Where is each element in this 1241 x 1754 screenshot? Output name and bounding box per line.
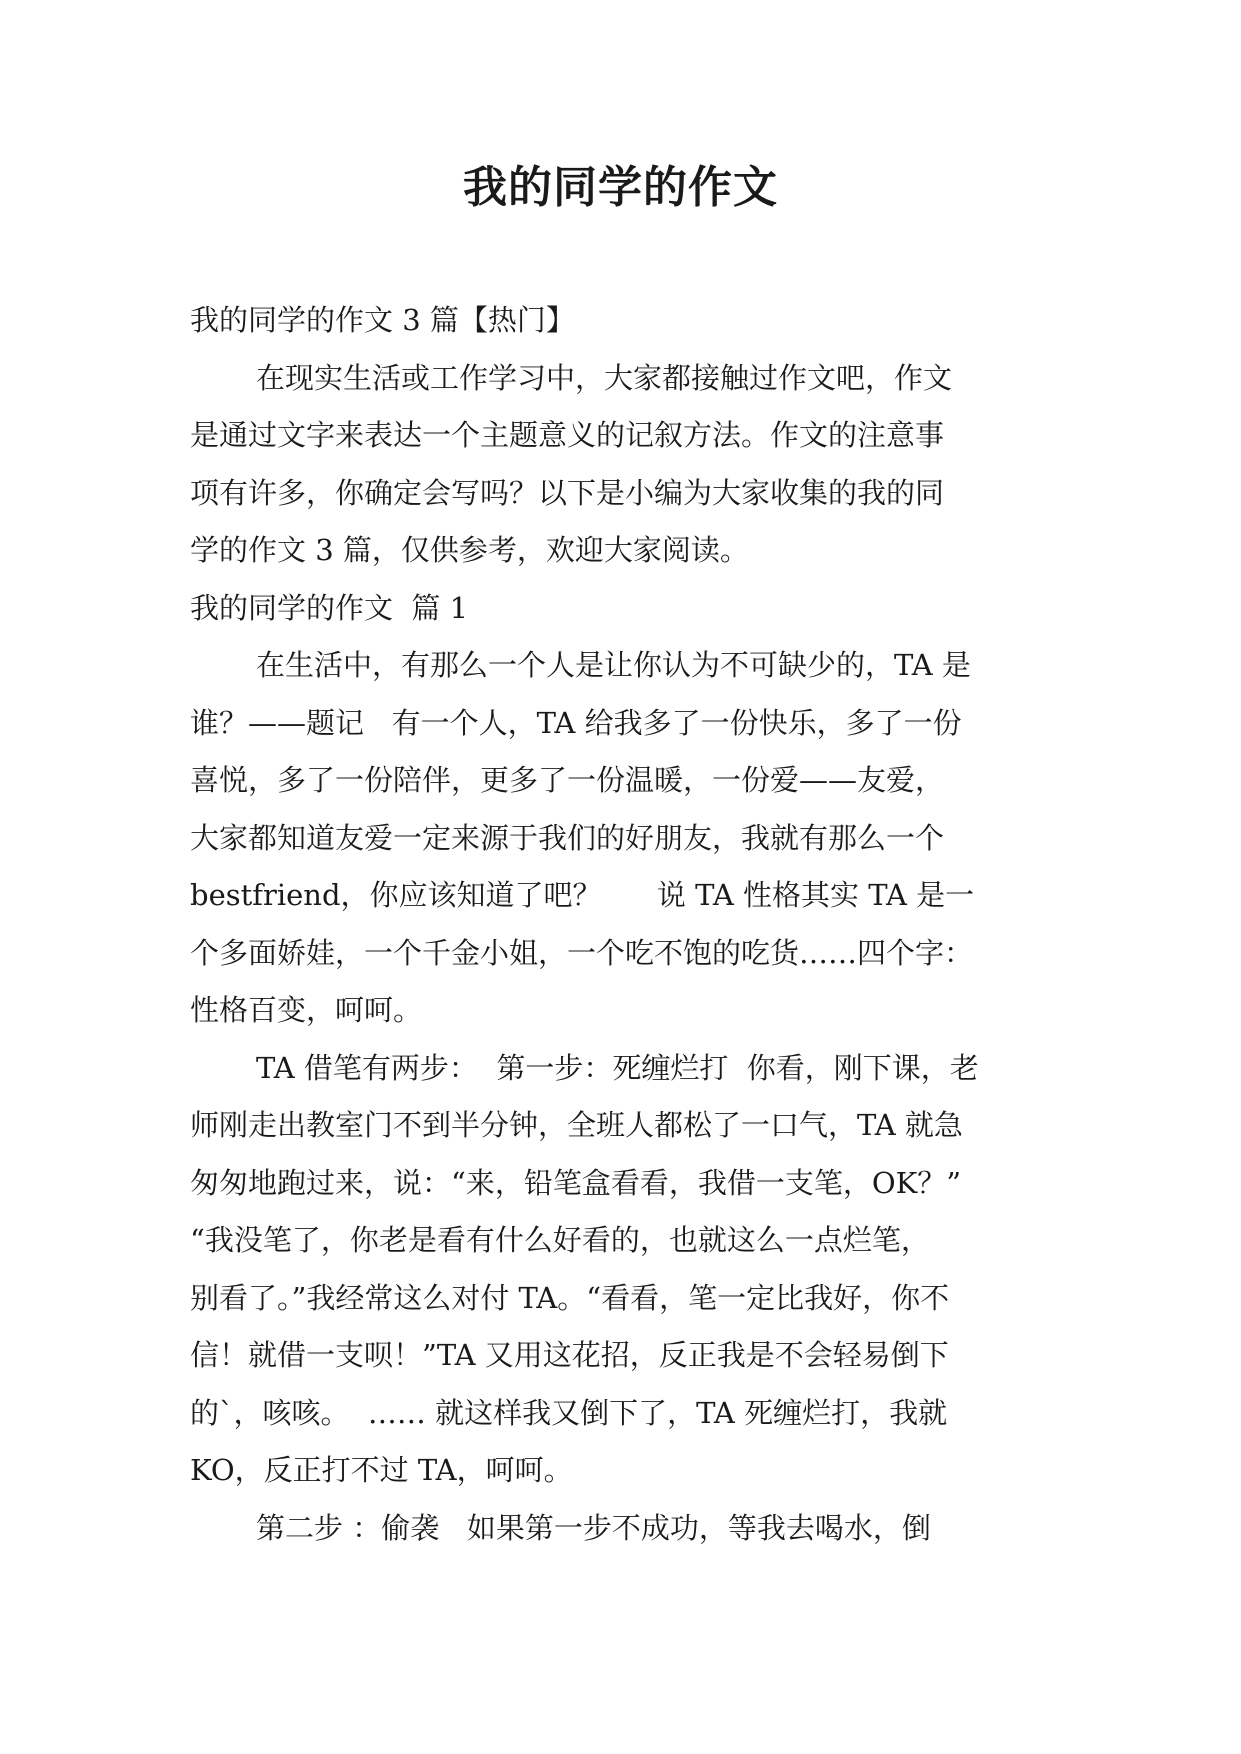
- text-line: 信！就借一支呗！”TA 又用这花招，反正我是不会轻易倒下: [190, 1338, 949, 1372]
- text-line: 在现实生活或工作学习中，大家都接触过作文吧，作文: [256, 360, 953, 395]
- text-line: 第二步 ：偷袭 如果第一步不成功，等我去喝水，倒: [256, 1510, 931, 1545]
- text-line: 师刚走出教室门不到半分钟，全班人都松了一口气，TA 就急: [190, 1108, 963, 1142]
- text-line: 的`，咳咳。 …… 就这样我又倒下了，TA 死缠烂打，我就: [190, 1395, 948, 1430]
- text-line: 学的作文 3 篇，仅供参考，欢迎大家阅读。: [190, 533, 749, 567]
- text-line: “我没笔了，你老是看有什么好看的，也就这么一点烂笔，: [190, 1223, 930, 1257]
- text-line: 我的同学的作文 3 篇【热门】: [190, 303, 575, 337]
- text-line: 匆匆地跑过来，说：“来，铅笔盒看看，我借一支笔，OK？”: [190, 1165, 962, 1200]
- document-body: [190, 292, 1052, 1557]
- document-title: 我的同学的作文: [463, 162, 778, 213]
- text-line: 在生活中，有那么一个人是让你认为不可缺少的，TA 是: [256, 648, 971, 682]
- text-line: 个多面娇娃，一个千金小姐，一个吃不饱的吃货……四个字：: [190, 935, 974, 970]
- text-line: 项有许多，你确定会写吗？以下是小编为大家收集的我的同: [190, 475, 945, 510]
- text-line: KO，反正打不过 TA，呵呵。: [190, 1453, 573, 1487]
- section-heading: 我的同学的作文 篇 1: [190, 590, 469, 625]
- text-line: 性格百变，呵呵。: [190, 993, 423, 1027]
- text-line: 谁？——题记 有一个人，TA 给我多了一份快乐，多了一份: [190, 705, 962, 740]
- text-line: 喜悦，多了一份陪伴，更多了一份温暖，一份爱——友爱，: [190, 763, 945, 797]
- text-line: 大家都知道友爱一定来源于我们的好朋友，我就有那么一个: [190, 820, 945, 855]
- text-line: 是通过文字来表达一个主题意义的记叙方法。作文的注意事: [190, 418, 945, 452]
- text-line: TA 借笔有两步： 第一步：死缠烂打 你看，刚下课，老: [256, 1050, 979, 1085]
- text-line: bestfriend，你应该知道了吧？ 说 TA 性格其实 TA 是一: [190, 878, 975, 912]
- text-line: 别看了。”我经常这么对付 TA。“看看，笔一定比我好，你不: [190, 1280, 950, 1315]
